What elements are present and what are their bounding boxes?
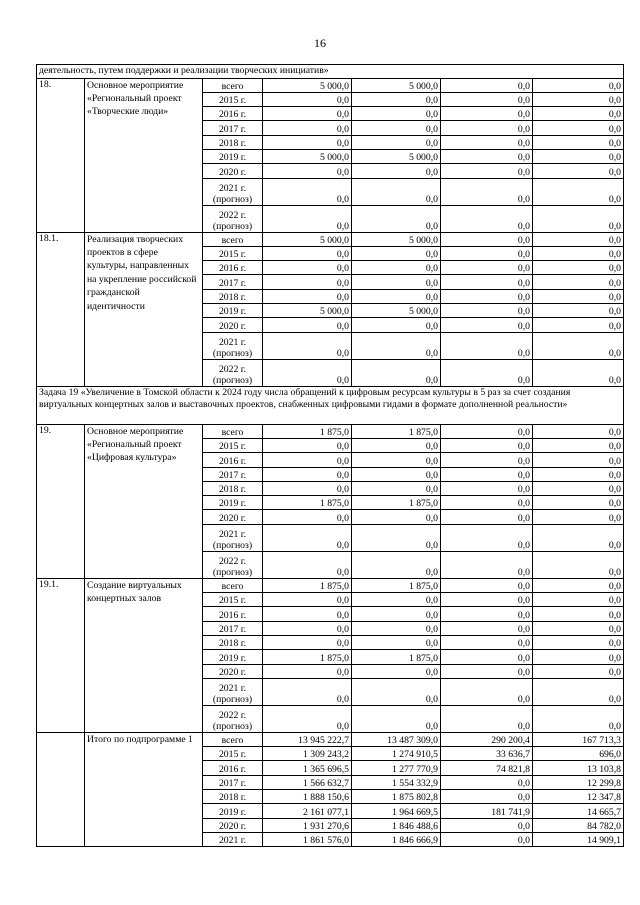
value-cell-1: 0,0 xyxy=(263,92,352,106)
year-cell: 2015 г. xyxy=(203,747,263,761)
value-cell-1: 0,0 xyxy=(263,551,352,578)
table-row xyxy=(37,232,624,246)
value-cell-2: 1 554 332,9 xyxy=(352,775,441,789)
value-cell-1: 0,0 xyxy=(263,121,352,135)
year-cell: 2015 г. xyxy=(203,593,263,607)
value-cell-4: 0,0 xyxy=(533,304,624,318)
value-cell-1: 1 875,0 xyxy=(263,424,352,438)
value-cell-4: 0,0 xyxy=(533,332,624,359)
table-body xyxy=(37,65,624,847)
value-cell-2: 0,0 xyxy=(352,135,441,149)
value-cell-1: 0,0 xyxy=(263,178,352,205)
value-cell-3: 0,0 xyxy=(441,664,533,678)
item-name: Создание виртуальных концертных залов xyxy=(85,578,203,732)
value-cell-4: 0,0 xyxy=(533,593,624,607)
value-cell-3: 0,0 xyxy=(441,551,533,578)
value-cell-2: 0,0 xyxy=(352,551,441,578)
value-cell-3: 0,0 xyxy=(441,78,533,92)
item-number: 19.1. xyxy=(37,578,85,732)
value-cell-3: 0,0 xyxy=(441,359,533,386)
year-cell: 2016 г. xyxy=(203,761,263,775)
continuation-row xyxy=(37,65,624,79)
year-cell: 2016 г. xyxy=(203,607,263,621)
value-cell-4: 0,0 xyxy=(533,92,624,106)
value-cell-1: 0,0 xyxy=(263,705,352,732)
value-cell-4: 0,0 xyxy=(533,107,624,121)
value-cell-4: 12 347,8 xyxy=(533,790,624,804)
value-cell-4: 12 299,8 xyxy=(533,775,624,789)
value-cell-1: 2 161 077,1 xyxy=(263,804,352,818)
year-cell: всего xyxy=(203,424,263,438)
year-cell: 2021 г. (прогноз) xyxy=(203,678,263,705)
year-cell: 2022 г. (прогноз) xyxy=(203,551,263,578)
budget-table xyxy=(36,64,624,847)
value-cell-1: 0,0 xyxy=(263,107,352,121)
year-cell: 2021 г. xyxy=(203,832,263,846)
value-cell-2: 5 000,0 xyxy=(352,78,441,92)
value-cell-3: 0,0 xyxy=(441,650,533,664)
year-cell: всего xyxy=(203,732,263,746)
value-cell-2: 5 000,0 xyxy=(352,149,441,163)
value-cell-3: 0,0 xyxy=(441,164,533,178)
value-cell-4: 0,0 xyxy=(533,78,624,92)
value-cell-4: 14 909,1 xyxy=(533,832,624,846)
value-cell-3: 0,0 xyxy=(441,635,533,649)
item-name: Основное мероприятие «Региональный проект «Творческие люди» xyxy=(85,78,203,232)
value-cell-4: 0,0 xyxy=(533,678,624,705)
value-cell-2: 0,0 xyxy=(352,438,441,452)
value-cell-3: 181 741,9 xyxy=(441,804,533,818)
value-cell-2: 0,0 xyxy=(352,178,441,205)
item-number xyxy=(37,732,85,846)
value-cell-3: 0,0 xyxy=(441,121,533,135)
value-cell-1: 0,0 xyxy=(263,467,352,481)
item-name: Итого по подпрограмме 1 xyxy=(85,732,203,846)
value-cell-2: 0,0 xyxy=(352,318,441,332)
value-cell-3: 0,0 xyxy=(441,621,533,635)
value-cell-4: 0,0 xyxy=(533,607,624,621)
value-cell-2: 1 875 802,8 xyxy=(352,790,441,804)
value-cell-4: 0,0 xyxy=(533,232,624,246)
value-cell-2: 0,0 xyxy=(352,289,441,303)
value-cell-1: 0,0 xyxy=(263,664,352,678)
year-cell: 2016 г. xyxy=(203,453,263,467)
value-cell-4: 0,0 xyxy=(533,524,624,551)
value-cell-3: 74 821,8 xyxy=(441,761,533,775)
year-cell: 2020 г. xyxy=(203,818,263,832)
value-cell-3: 0,0 xyxy=(441,438,533,452)
value-cell-2: 5 000,0 xyxy=(352,304,441,318)
value-cell-2: 0,0 xyxy=(352,524,441,551)
value-cell-4: 13 103,8 xyxy=(533,761,624,775)
value-cell-3: 0,0 xyxy=(441,467,533,481)
value-cell-1: 0,0 xyxy=(263,438,352,452)
value-cell-2: 0,0 xyxy=(352,705,441,732)
year-cell: 2020 г. xyxy=(203,318,263,332)
year-cell: 2019 г. xyxy=(203,149,263,163)
page-number: 16 xyxy=(314,36,326,50)
value-cell-1: 5 000,0 xyxy=(263,304,352,318)
value-cell-2: 0,0 xyxy=(352,664,441,678)
value-cell-4: 0,0 xyxy=(533,121,624,135)
value-cell-2: 0,0 xyxy=(352,121,441,135)
value-cell-2: 0,0 xyxy=(352,607,441,621)
value-cell-4: 0,0 xyxy=(533,664,624,678)
value-cell-4: 0,0 xyxy=(533,318,624,332)
value-cell-4: 0,0 xyxy=(533,246,624,260)
year-cell: 2021 г. (прогноз) xyxy=(203,178,263,205)
value-cell-2: 1 875,0 xyxy=(352,578,441,592)
value-cell-4: 0,0 xyxy=(533,135,624,149)
value-cell-4: 0,0 xyxy=(533,496,624,510)
value-cell-2: 1 846 666,9 xyxy=(352,832,441,846)
year-cell: всего xyxy=(203,232,263,246)
value-cell-2: 0,0 xyxy=(352,164,441,178)
value-cell-1: 1 931 270,6 xyxy=(263,818,352,832)
value-cell-2: 0,0 xyxy=(352,467,441,481)
value-cell-2: 5 000,0 xyxy=(352,232,441,246)
year-cell: 2015 г. xyxy=(203,246,263,260)
year-cell: 2018 г. xyxy=(203,635,263,649)
value-cell-1: 0,0 xyxy=(263,621,352,635)
value-cell-1: 0,0 xyxy=(263,289,352,303)
year-cell: 2018 г. xyxy=(203,790,263,804)
value-cell-3: 0,0 xyxy=(441,289,533,303)
value-cell-3: 0,0 xyxy=(441,332,533,359)
header-text: деятельность, путем поддержки и реализации творческих инициатив» xyxy=(37,65,624,79)
value-cell-1: 0,0 xyxy=(263,607,352,621)
value-cell-3: 0,0 xyxy=(441,304,533,318)
value-cell-2: 1 277 770,9 xyxy=(352,761,441,775)
value-cell-3: 0,0 xyxy=(441,593,533,607)
value-cell-1: 13 945 222,7 xyxy=(263,732,352,746)
value-cell-2: 0,0 xyxy=(352,246,441,260)
value-cell-2: 0,0 xyxy=(352,635,441,649)
value-cell-4: 0,0 xyxy=(533,164,624,178)
value-cell-3: 0,0 xyxy=(441,178,533,205)
value-cell-3: 0,0 xyxy=(441,510,533,524)
year-cell: 2015 г. xyxy=(203,438,263,452)
value-cell-2: 0,0 xyxy=(352,678,441,705)
year-cell: 2017 г. xyxy=(203,275,263,289)
value-cell-3: 0,0 xyxy=(441,524,533,551)
value-cell-4: 0,0 xyxy=(533,178,624,205)
value-cell-1: 1 875,0 xyxy=(263,578,352,592)
value-cell-3: 0,0 xyxy=(441,678,533,705)
value-cell-1: 0,0 xyxy=(263,481,352,495)
task-row xyxy=(37,386,624,424)
value-cell-3: 0,0 xyxy=(441,92,533,106)
value-cell-2: 0,0 xyxy=(352,593,441,607)
value-cell-2: 0,0 xyxy=(352,261,441,275)
year-cell: 2019 г. xyxy=(203,804,263,818)
value-cell-3: 0,0 xyxy=(441,246,533,260)
year-cell: 2017 г. xyxy=(203,621,263,635)
value-cell-1: 5 000,0 xyxy=(263,78,352,92)
value-cell-2: 1 875,0 xyxy=(352,650,441,664)
value-cell-3: 0,0 xyxy=(441,149,533,163)
value-cell-3: 0,0 xyxy=(441,424,533,438)
value-cell-1: 0,0 xyxy=(263,332,352,359)
value-cell-2: 0,0 xyxy=(352,481,441,495)
value-cell-1: 0,0 xyxy=(263,135,352,149)
value-cell-3: 0,0 xyxy=(441,261,533,275)
year-cell: 2019 г. xyxy=(203,650,263,664)
value-cell-2: 1 274 910,5 xyxy=(352,747,441,761)
year-cell: 2018 г. xyxy=(203,289,263,303)
value-cell-1: 0,0 xyxy=(263,275,352,289)
value-cell-1: 1 875,0 xyxy=(263,650,352,664)
value-cell-3: 0,0 xyxy=(441,790,533,804)
year-cell: 2021 г. (прогноз) xyxy=(203,524,263,551)
value-cell-3: 0,0 xyxy=(441,705,533,732)
year-cell: 2017 г. xyxy=(203,121,263,135)
year-cell: 2022 г. (прогноз) xyxy=(203,359,263,386)
value-cell-3: 33 636,7 xyxy=(441,747,533,761)
year-cell: 2022 г. (прогноз) xyxy=(203,205,263,232)
value-cell-2: 1 846 488,6 xyxy=(352,818,441,832)
value-cell-1: 0,0 xyxy=(263,635,352,649)
year-cell: 2021 г. (прогноз) xyxy=(203,332,263,359)
value-cell-2: 0,0 xyxy=(352,359,441,386)
value-cell-4: 0,0 xyxy=(533,481,624,495)
value-cell-2: 0,0 xyxy=(352,107,441,121)
value-cell-2: 13 487 309,0 xyxy=(352,732,441,746)
year-cell: 2020 г. xyxy=(203,164,263,178)
value-cell-1: 0,0 xyxy=(263,593,352,607)
value-cell-1: 1 861 576,0 xyxy=(263,832,352,846)
year-cell: 2015 г. xyxy=(203,92,263,106)
value-cell-4: 14 665,7 xyxy=(533,804,624,818)
value-cell-3: 0,0 xyxy=(441,232,533,246)
value-cell-1: 0,0 xyxy=(263,164,352,178)
year-cell: 2020 г. xyxy=(203,510,263,524)
value-cell-4: 84 782,0 xyxy=(533,818,624,832)
value-cell-2: 0,0 xyxy=(352,510,441,524)
year-cell: 2016 г. xyxy=(203,107,263,121)
value-cell-3: 0,0 xyxy=(441,832,533,846)
table-row xyxy=(37,424,624,438)
value-cell-3: 0,0 xyxy=(441,775,533,789)
value-cell-4: 0,0 xyxy=(533,650,624,664)
item-name: Реализация творческих проектов в сфере культуры, направленных на укрепление российской гражданской идентичности xyxy=(85,232,203,386)
value-cell-1: 0,0 xyxy=(263,318,352,332)
value-cell-4: 0,0 xyxy=(533,635,624,649)
value-cell-4: 0,0 xyxy=(533,578,624,592)
value-cell-3: 0,0 xyxy=(441,607,533,621)
table-row xyxy=(37,578,624,592)
value-cell-3: 290 200,4 xyxy=(441,732,533,746)
year-cell: 2019 г. xyxy=(203,304,263,318)
value-cell-3: 0,0 xyxy=(441,205,533,232)
value-cell-1: 0,0 xyxy=(263,246,352,260)
value-cell-3: 0,0 xyxy=(441,318,533,332)
value-cell-1: 1 875,0 xyxy=(263,496,352,510)
value-cell-4: 0,0 xyxy=(533,551,624,578)
value-cell-4: 0,0 xyxy=(533,705,624,732)
value-cell-2: 0,0 xyxy=(352,205,441,232)
value-cell-2: 0,0 xyxy=(352,92,441,106)
value-cell-1: 5 000,0 xyxy=(263,232,352,246)
item-name: Основное мероприятие «Региональный проект «Цифровая культура» xyxy=(85,424,203,578)
year-cell: 2017 г. xyxy=(203,467,263,481)
value-cell-3: 0,0 xyxy=(441,107,533,121)
value-cell-2: 1 964 669,5 xyxy=(352,804,441,818)
value-cell-4: 0,0 xyxy=(533,438,624,452)
task-text: Задача 19 «Увеличение в Томской области к 2024 году числа обращений к цифровым ресурсам культуры в 5 раз за счет создания виртуальных концертных залов и выставочных проектов, снабженных цифровыми гидами в формате дополненной реальности» xyxy=(37,386,624,424)
value-cell-2: 0,0 xyxy=(352,453,441,467)
year-cell: 2020 г. xyxy=(203,664,263,678)
value-cell-4: 0,0 xyxy=(533,359,624,386)
value-cell-1: 1 566 632,7 xyxy=(263,775,352,789)
value-cell-1: 0,0 xyxy=(263,678,352,705)
year-cell: 2016 г. xyxy=(203,261,263,275)
value-cell-4: 0,0 xyxy=(533,261,624,275)
value-cell-2: 1 875,0 xyxy=(352,424,441,438)
year-cell: 2018 г. xyxy=(203,481,263,495)
value-cell-4: 167 713,3 xyxy=(533,732,624,746)
value-cell-4: 0,0 xyxy=(533,275,624,289)
value-cell-1: 0,0 xyxy=(263,261,352,275)
value-cell-4: 0,0 xyxy=(533,453,624,467)
value-cell-2: 0,0 xyxy=(352,275,441,289)
table-row xyxy=(37,732,624,746)
value-cell-3: 0,0 xyxy=(441,275,533,289)
value-cell-1: 0,0 xyxy=(263,524,352,551)
value-cell-2: 1 875,0 xyxy=(352,496,441,510)
value-cell-4: 0,0 xyxy=(533,149,624,163)
value-cell-3: 0,0 xyxy=(441,453,533,467)
year-cell: всего xyxy=(203,78,263,92)
value-cell-4: 0,0 xyxy=(533,621,624,635)
item-number: 18.1. xyxy=(37,232,85,386)
value-cell-1: 0,0 xyxy=(263,359,352,386)
value-cell-4: 696,0 xyxy=(533,747,624,761)
value-cell-2: 0,0 xyxy=(352,621,441,635)
value-cell-1: 0,0 xyxy=(263,453,352,467)
value-cell-1: 1 309 243,2 xyxy=(263,747,352,761)
item-number: 18. xyxy=(37,78,85,232)
table-row xyxy=(37,78,624,92)
value-cell-3: 0,0 xyxy=(441,481,533,495)
value-cell-4: 0,0 xyxy=(533,467,624,481)
value-cell-1: 1 365 696,5 xyxy=(263,761,352,775)
year-cell: 2019 г. xyxy=(203,496,263,510)
value-cell-1: 0,0 xyxy=(263,510,352,524)
value-cell-3: 0,0 xyxy=(441,135,533,149)
item-number: 19. xyxy=(37,424,85,578)
value-cell-1: 0,0 xyxy=(263,205,352,232)
value-cell-4: 0,0 xyxy=(533,289,624,303)
value-cell-3: 0,0 xyxy=(441,496,533,510)
value-cell-1: 5 000,0 xyxy=(263,149,352,163)
value-cell-2: 0,0 xyxy=(352,332,441,359)
year-cell: 2017 г. xyxy=(203,775,263,789)
year-cell: всего xyxy=(203,578,263,592)
year-cell: 2022 г. (прогноз) xyxy=(203,705,263,732)
year-cell: 2018 г. xyxy=(203,135,263,149)
value-cell-4: 0,0 xyxy=(533,510,624,524)
value-cell-3: 0,0 xyxy=(441,578,533,592)
value-cell-1: 1 888 150,6 xyxy=(263,790,352,804)
value-cell-4: 0,0 xyxy=(533,424,624,438)
value-cell-3: 0,0 xyxy=(441,818,533,832)
value-cell-4: 0,0 xyxy=(533,205,624,232)
